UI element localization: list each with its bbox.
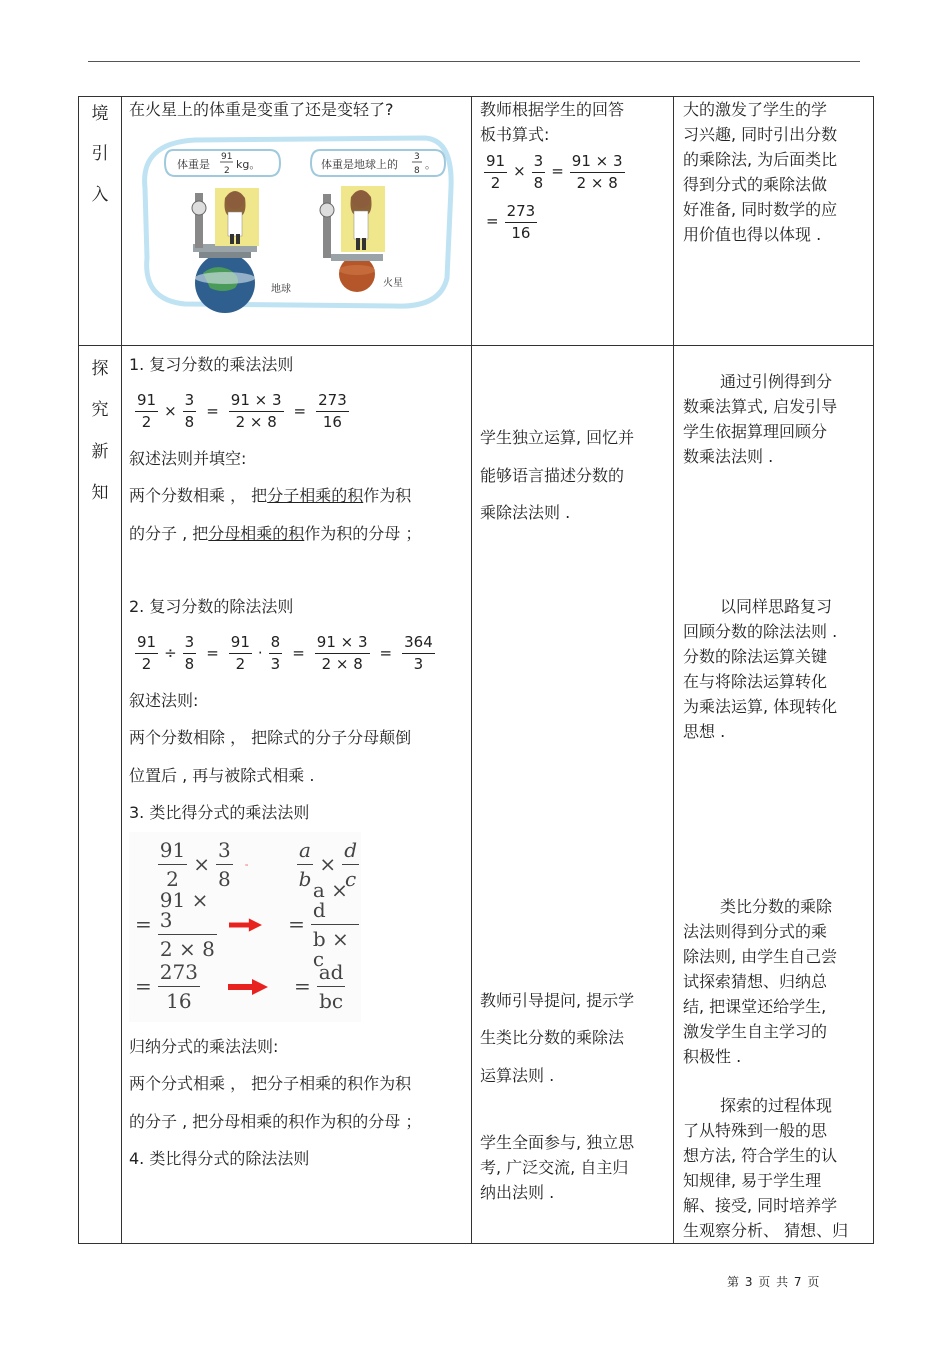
intent-line: 激发学生自主学习的 (683, 1022, 828, 1041)
intent-line: 为乘法运算, 体现转化 (683, 697, 838, 716)
bubble-right-num: 3 (414, 152, 420, 162)
content-cell-explore (122, 346, 472, 1244)
fill-blank-answer: 分母相乘的积 (208, 523, 305, 543)
rule-line: 两个分数相乘 ， 把分子相乘的积作为积 (129, 486, 412, 505)
teacher-cell-intro (472, 97, 674, 346)
rule-line: 位置后 , 再与被除式相乘 . (129, 765, 315, 785)
stage-cell-explore (79, 346, 122, 1244)
teacher-equation-1: $\frac{91}{2}$ × $\frac{3}{8}$ = $\frac{91 \times 3}{2 \times 8}$ (486, 151, 623, 192)
intent-line: 大的激发了学生的学 (683, 100, 828, 119)
analogy-row-1: $\frac{91}{2}$ × $\frac{3}{8}$ $\frac{a}{b}$ × $\frac{d}{c}$ (159, 838, 357, 891)
bubble-left-prefix: 体重是 (177, 158, 210, 171)
row-intro (79, 97, 874, 346)
stage-char: 引 (91, 144, 109, 165)
section-prompt-1: 叙述法则并填空: (129, 448, 247, 468)
section-summary-3: 归纳分式的乘法法则: (129, 1036, 279, 1056)
teacher-line: 板书算式: (480, 125, 550, 144)
stage-char: 探 (91, 359, 109, 379)
teacher-line: 考, 广泛交流, 自主归 (480, 1158, 629, 1177)
rule-line: 的分子 , 把分母相乘的积作为积的分母 ； (129, 523, 422, 543)
analogy-row-2: = $\frac{91 \times 3}{2 \times 8}$ = $\frac{a \times d}{b \times c}$ (131, 894, 361, 956)
stage-char: 新 (91, 441, 109, 462)
intent-line: 回顾分数的除法法则 . (683, 622, 838, 641)
analogy-figure (129, 832, 361, 1022)
teacher-line: 学生全面参与, 独立思 (480, 1133, 635, 1152)
intent-line: 分数的除法运算关键 (683, 647, 828, 666)
teacher-line: 运算法则 . (480, 1065, 555, 1085)
intent-line: 知规律, 易于学生理 (683, 1171, 822, 1190)
intent-line: 好准备, 同时数学的应 (683, 200, 838, 219)
mars-label: 火星 (383, 278, 403, 289)
teacher-line: 纳出法则 . (480, 1183, 555, 1202)
intent-line: 探索的过程体现 (720, 1096, 833, 1115)
intent-line: 在与将除法运算转化 (683, 672, 828, 691)
row-explore (79, 346, 874, 1244)
stage-char: 入 (91, 184, 109, 205)
intent-line: 用价值也得以体现 . (683, 225, 822, 244)
rule-line: 两个分式相乘 ， 把分子相乘的积作为积 (129, 1074, 412, 1093)
intent-line: 试探索猜想、归纳总 (683, 972, 828, 991)
fraction-multiply-example: $\frac{91}{2}$ × $\frac{3}{8}$ = $\frac{91 \times 3}{2 \times 8}$ = $\frac{273}{16}$ (137, 391, 347, 431)
teacher-line: 能够语言描述分数的 (480, 465, 625, 485)
intent-cell-explore (674, 346, 874, 1244)
bubble-left-num: 91 (221, 152, 233, 162)
intent-line: 想方法, 符合学生的认 (683, 1146, 838, 1165)
section-title-3: 3. 类比得分式的乘法法则 (129, 803, 310, 822)
intent-line: 以同样思路复习 (720, 597, 833, 616)
stage-char: 究 (91, 400, 109, 421)
intent-line: 了从特殊到一般的思 (683, 1121, 828, 1140)
fraction-divide-example: $\frac{91}{2}$ ÷ $\frac{3}{8}$ = $\frac{91}{2}$ · $\frac{8}{3}$ = $\frac{91 \times 3}{2 \times 8}$ = $\frac{364}{3}$ (137, 633, 433, 673)
earth-label: 地球 (271, 284, 291, 295)
analogy-row-3: = $\frac{273}{16}$ = $\frac{ad}{bc}$ (135, 960, 344, 1013)
stage-char: 知 (91, 483, 109, 504)
stage-cell-intro (79, 97, 122, 346)
intent-line: 得到分式的乘除法做 (683, 175, 828, 194)
intent-line: 习兴趣, 同时引出分数 (683, 125, 838, 144)
teacher-cell-explore (472, 346, 674, 1244)
bubble-left-suffix: kg。 (236, 158, 261, 171)
red-arrow-icon (228, 979, 268, 995)
bubble-right-prefix: 体重是地球上的 (321, 158, 398, 171)
mars-weight-illustration (135, 128, 455, 314)
teacher-line: 教师引导提问, 提示学 (480, 990, 635, 1010)
intro-question: 在火星上的体重是变重了还是变轻了? (129, 100, 394, 119)
rule-line: 的分子 , 把分母相乘的积作为积的分母 ； (129, 1111, 422, 1131)
section-title-1: 1. 复习分数的乘法法则 (129, 355, 294, 374)
page-number: 第 3 页 共 7 页 (727, 1275, 821, 1289)
intent-line: 法法则得到分式的乘 (683, 922, 828, 941)
teacher-line: 学生独立运算, 回忆并 (480, 428, 635, 447)
intent-line: 结, 把课堂还给学生, (683, 997, 827, 1016)
lesson-table (78, 96, 874, 1244)
intent-line: 积极性 . (683, 1047, 742, 1066)
bubble-left-den: 2 (224, 166, 230, 176)
intent-line: 生观察分析、 猜想、归 (683, 1221, 849, 1240)
intent-line: 学生依据算理回顾分 (683, 422, 828, 441)
top-rule (88, 61, 860, 62)
bubble-right-suffix: 。 (425, 158, 436, 171)
section-prompt-2: 叙述法则: (129, 690, 199, 710)
fill-blank-answer: 分子相乘的积 (267, 486, 364, 505)
teacher-line: 生类比分数的乘除法 (480, 1028, 625, 1047)
stage-char: 境 (91, 104, 109, 124)
red-arrow-icon (229, 917, 262, 933)
teacher-line: 乘除法法则 . (480, 503, 571, 522)
teacher-line: 教师根据学生的回答 (480, 100, 625, 119)
intent-line: 除法则, 由学生自己尝 (683, 947, 838, 966)
intent-line: 类比分数的乘除 (720, 897, 833, 916)
intent-line: 解、接受, 同时培养学 (683, 1196, 838, 1215)
intent-line: 数乘法法则 . (683, 447, 774, 466)
intent-line: 的乘除法, 为后面类比 (683, 150, 838, 169)
content-cell-intro (122, 97, 472, 346)
rule-line: 两个分数相除 ， 把除式的分子分母颠倒 (129, 728, 412, 747)
intent-line: 思想 . (683, 722, 726, 741)
intent-line: 数乘法算式, 启发引导 (683, 397, 838, 416)
red-arrow-icon (245, 857, 248, 873)
section-title-4: 4. 类比得分式的除法法则 (129, 1149, 310, 1168)
bubble-right-den: 8 (414, 166, 420, 176)
intent-cell-intro (674, 97, 874, 346)
scale-scene-image (135, 128, 455, 314)
teacher-equation-2: = $\frac{273}{16}$ (486, 201, 536, 242)
section-title-2: 2. 复习分数的除法法则 (129, 597, 294, 616)
intent-line: 通过引例得到分 (720, 372, 833, 391)
